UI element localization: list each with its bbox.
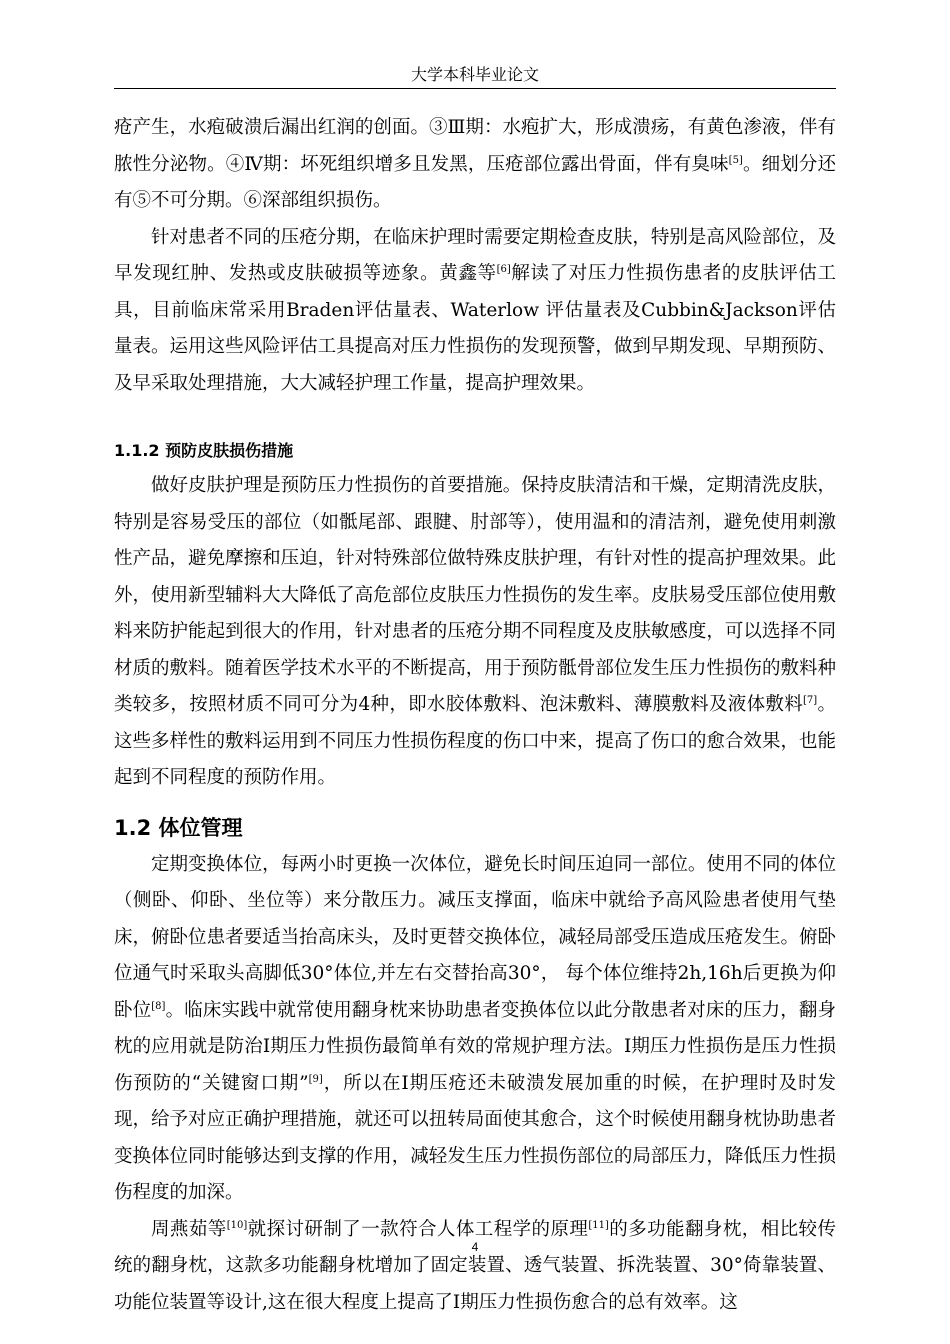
- section-heading-1-1-2: 1.1.2 预防皮肤损伤措施: [114, 441, 294, 460]
- citation-ref: [5]: [728, 154, 743, 166]
- text-run: 周燕茹等: [151, 1218, 227, 1240]
- citation-ref: [8]: [151, 1000, 166, 1012]
- text-run: 针对患者不同的压疮分期，在临床护理时需要定期检查皮肤，特别是高风险部位，及早发现红肿、发热或皮肤破损等迹象。黄鑫等: [114, 226, 836, 284]
- text-run: 做好皮肤护理是预防压力性损伤的首要措施。保持皮肤清洁和干燥，定期清洗皮肤，特别是容易受压的部位（如骶尾部、跟腱、肘部等），使用温和的清洁剂，避免使用刺激性产品，避免摩擦和压迫，针对特殊部位做特殊皮肤护理，有针对性的提高护理效果。此外，使用新型辅料大大降低了高危部位皮肤压力性损伤的发生率。皮肤易受压部位使用敷料来防护能起到很大的作用，针对患者的压疮分期不同程度及皮肤敏感度，可以选择不同材质的敷料。随着医学技术水平的不断提高，用于预防骶骨部位发生压力性损伤的敷料种类较多，按照材质不同可分为4种，即水胶体敷料、泡沫敷料、薄膜敷料及液体敷料: [114, 475, 836, 715]
- text-run: 疮产生，水疱破溃后漏出红润的创面。③Ⅲ期：水疱扩大，形成溃疡，有黄色渗液，伴有脓性分泌物。④Ⅳ期：坏死组织增多且发黑，压疮部位露出骨面，伴有臭味: [114, 117, 836, 175]
- citation-ref: [11]: [588, 1219, 609, 1231]
- paragraph-skin-care: [114, 468, 836, 797]
- paragraph-turning-pillow: [114, 1212, 836, 1322]
- paragraph-stage-description: [114, 110, 836, 220]
- text-run: 就探讨研制了一款符合人体工程学的原理: [247, 1218, 589, 1240]
- header-divider: [114, 88, 836, 89]
- text-run: 的多功能翻身枕，相比较传统的翻身枕，这款多功能翻身枕增加了固定装置、透气装置、拆洗装置、30°倚靠装置、功能位装置等设计,这在很大程度上提高了Ⅰ期压力性损伤愈合的总有效率。这: [114, 1218, 836, 1313]
- section-heading-1-2: 1.2 体位管理: [114, 815, 243, 840]
- text-run: 。细划分还有⑤不可分期。⑥深部组织损伤。: [114, 153, 836, 211]
- page-header-title: 大学本科毕业论文: [410, 65, 539, 84]
- citation-ref: [7]: [803, 695, 818, 706]
- citation-ref: [9]: [308, 1073, 323, 1085]
- paragraph-position-management: [114, 847, 836, 1212]
- paragraph-skin-assessment: [114, 220, 836, 403]
- citation-ref: [6]: [496, 264, 511, 275]
- text-run: 。这些多样性的敷料运用到不同压力性损伤程度的伤口中来，提高了伤口的愈合效果，也能起到不同程度的预防作用。: [114, 694, 836, 788]
- text-run: 解读了对压力性损伤患者的皮肤评估工具，目前临床常采用Braden评估量表、Waterlow 评估量表及Cubbin&Jackson评估量表。运用这些风险评估工具提高对压力性损伤的发现预警，做到早期发现、早期预防、及早采取处理措施，大大减轻护理工作量，提高护理效果。: [114, 263, 836, 394]
- page-number: 4: [471, 1240, 479, 1254]
- text-run: 。临床实践中就常使用翻身枕来协助患者变换体位以此分散患者对床的压力，翻身枕的应用就是防治Ⅰ期压力性损伤最简单有效的常规护理方法。Ⅰ期压力性损伤是压力性损伤预防的“关键窗口期”: [114, 999, 836, 1094]
- citation-ref: [10]: [226, 1219, 248, 1231]
- text-run: 定期变换体位，每两小时更换一次体位，避免长时间压迫同一部位。使用不同的体位（侧卧、仰卧、坐位等）来分散压力。减压支撑面，临床中就给予高风险患者使用气垫床，俯卧位患者要适当抬高床头，及时更替交换体位，减轻局部受压造成压疮发生。俯卧位通气时采取头高脚低30°体位,并左右交替抬高30°， 每个体位维持2h,16h后更换为仰卧位: [114, 853, 836, 1021]
- text-run: ，所以在Ⅰ期压疮还未破溃发展加重的时候，在护理时及时发现，给予对应正确护理措施，就还可以扭转局面使其愈合，这个时候使用翻身枕协助患者变换体位同时能够达到支撑的作用，减轻发生压力性损伤部位的局部压力，降低压力性损伤程度的加深。: [114, 1072, 837, 1203]
- body-text: [114, 110, 836, 1321]
